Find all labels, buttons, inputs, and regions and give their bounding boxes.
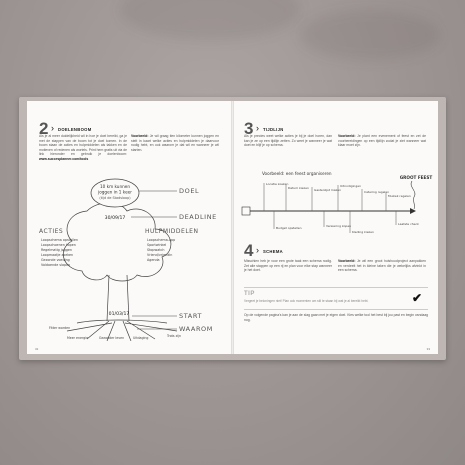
tip-divider [244,309,428,310]
intro-paragraph: Als je al meer duidelijkheid wil in hoe je doel bereikt, ga je met de stappen van de boom tot je doel komen. In de boom staan de acties en hulpmiddelen als takken en de motieven of redenen als wortels. Print hem gratis uit via de link hieronder en gebruik je doelenboom: www.succesplanner.com/tools [39,134,128,161]
waarom-item: Uitdaging [133,336,149,340]
waarom-item: Fitter worden [49,326,71,330]
deadline-date: 30/09/17 [104,216,126,221]
label-hulpmiddelen: HULPMIDDELEN [145,228,199,235]
section-number: 2 [39,119,49,138]
timeline-illustration [234,167,438,247]
acties-item: Regelmatig joggen [41,248,73,252]
waarom-item: Trots zijn [167,334,182,338]
label-doel: DOEL [179,187,200,195]
schema-example-paragraph: Voorbeeld: Je wil een groot huishoudproject aanpakken en verdeelt het in kleine taken die je wekelijks afvinkt in een schema. [338,259,426,273]
timeline-bottom-item: Budget opstellen [276,226,302,230]
goal-line: joggen in 1 keer [98,189,132,195]
hulpmiddelen-item: Loopschema-app [147,238,176,242]
section-title: TIJDLIJN [263,127,284,132]
hulpmiddelen-item: Agenda [147,258,160,262]
tip-divider [244,287,428,288]
arrow-icon: › [51,123,54,133]
timeline-bottom-item: Laatste check [398,222,419,226]
hulpmiddelen-item: Vriend/vriendin [147,253,173,257]
start-date: 01/03/17 [108,312,130,317]
hulpmiddelen-item: Stopwatch [147,248,165,252]
checkmark-icon: ✔ [412,291,423,305]
waarom-item: Meer energie [67,336,89,340]
open-book [19,97,446,360]
goal-line: 10 km kunnen [100,184,130,189]
timeline-end: GROOT FEEST [399,175,433,180]
timeline-example-paragraph: Voorbeeld: Je plant een evenement of feest en zet de voorbereidingen op een tijdlijn zodat je ziet wanneer wat klaar moet zijn. [338,134,426,148]
section-title: DOELENBOOM [58,127,92,132]
timeline-top-item: Gastenlijst maken [314,188,341,192]
footer-paragraph: Op de volgende pagina's kan je aan de slag gaan met je eigen doel. Kies welke tool het best bij jou past en begin vandaag nog. [244,313,428,322]
acties-item: Loopschema opstellen [41,238,78,242]
section-number: 4 [244,241,254,260]
acties-item: Voldoende slapen [41,263,71,267]
acties-item: Gezonde voeding [41,258,70,262]
timeline-top-item: Catering regelen [364,190,390,194]
timeline-top-item: Uitnodigingen [340,184,361,188]
label-acties: ACTIES [39,228,64,235]
tip-text: Vergeet je beloningen niet! Plan ook momenten om stil te staan bij wat je al bereikt hebt. [244,299,369,303]
page-number: 33 [426,347,430,351]
schema-paragraph: Misschien heb je voor een grote taak een schema nodig. Zet alle stappen op een rij en plan voor elke stap wanneer je het doet. [244,259,332,273]
timeline-top-item: Muziek regelen [388,194,411,198]
example-paragraph: Voorbeeld: Je wil graag tien kilometer kunnen joggen en stelt in kaart welke acties en hulpmiddelen je daarvoor nodig hebt, en ook waarom je dat wil en wanneer je wil starten. [131,134,219,152]
goal-line: (tijd de Stadsloop) [99,196,131,200]
background-shadow [300,10,440,60]
arrow-icon: › [256,123,259,133]
tip-label: TIP [244,291,255,297]
timeline-paragraph: Als je precies weet welke acties je bij je doel horen, dan kan je ze op een tijdlijn zetten. Zo weet je wanneer je wat doet en blijf je op schema. [244,134,332,148]
timeline-top-item: Datum kiezen [288,186,309,190]
waarom-item: Gezonder leven [99,336,125,340]
timeline-bottom-item: Versiering kopen [326,224,352,228]
acties-item: Loopmaatje zoeken [41,253,74,257]
timeline-top-item: Locatie zoeken [266,182,289,186]
hulpmiddelen-item: Sportwinkel [147,243,167,247]
section-number: 3 [244,119,254,138]
right-page [234,101,438,354]
section-title: SCHEMA [263,249,283,254]
page-number: 32 [35,347,39,351]
timeline-bottom-item: Kleding kiezen [352,230,374,234]
label-waarom: WAAROM [179,325,213,333]
background-shadow [120,0,300,40]
tools-link[interactable]: www.succesplanner.com/tools [39,156,89,161]
arrow-icon: › [256,245,259,255]
timeline-title: Voorbeeld: een feest organiseren [262,171,332,176]
left-page [27,101,231,354]
label-start: START [179,312,203,320]
label-deadline: DEADLINE [179,213,217,221]
acties-item: Loopschoenen kopen [41,243,76,247]
goal-tree-illustration [27,171,231,341]
